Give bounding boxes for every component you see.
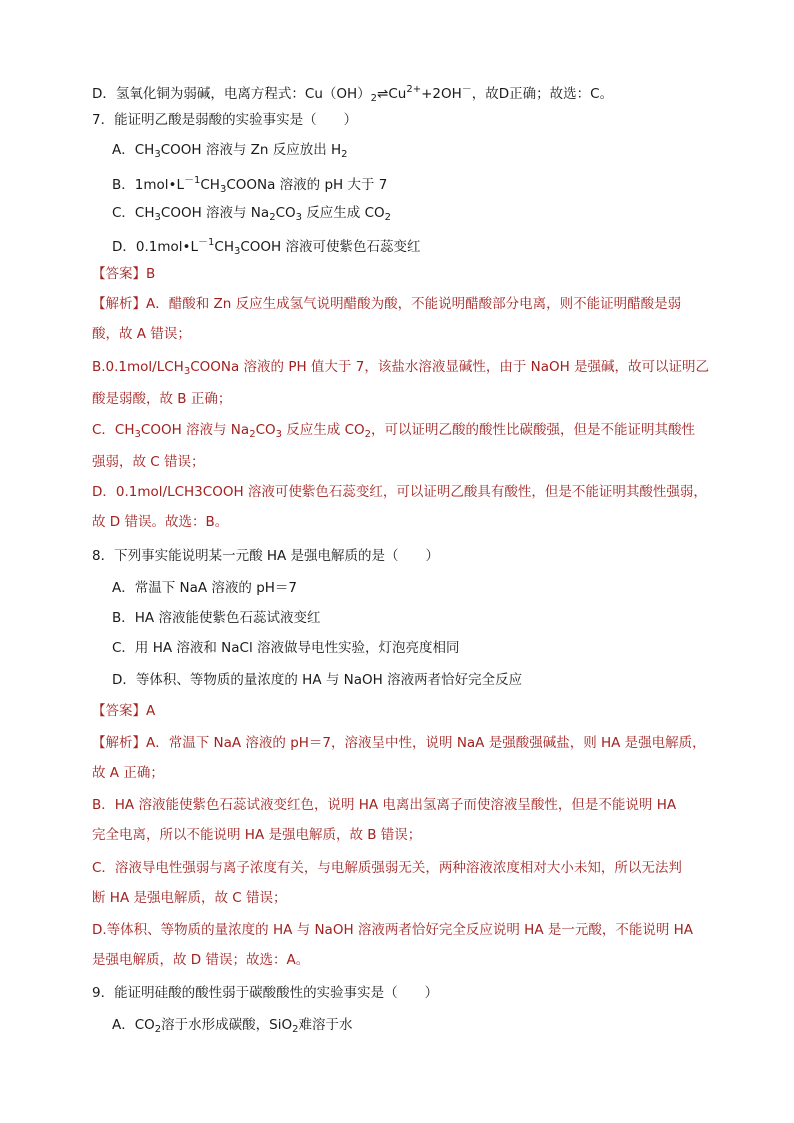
text-segment: B.0.1mol/LCH (92, 359, 184, 375)
text-segment: 难溶于水 (298, 1017, 353, 1033)
text-segment: D．0.1mol/LCH3COOH 溶液可使紫色石蕊变红，可以证明乙酸具有酸性，但是不能证明其酸性强弱， (92, 484, 707, 500)
text-segment: A．CH (112, 142, 155, 158)
q7-answer (92, 264, 155, 284)
text-segment: 7．能证明乙酸是弱酸的实验事实是（ ） (92, 112, 358, 128)
q7-analysis-d-cont (92, 512, 228, 532)
q7-option-b (112, 171, 387, 200)
q8-option-a (112, 578, 297, 598)
text-segment: COOH 溶液可使紫色石蕊变红 (240, 239, 421, 255)
q7-option-a (112, 140, 348, 165)
text-segment: COOH 溶液与 Zn 反应放出 H (160, 142, 342, 158)
text-segment: 反应生成 CO (302, 205, 385, 221)
text-segment: 2 (154, 1024, 162, 1035)
text-segment: 2+ (406, 84, 422, 95)
q8-option-b (112, 608, 320, 628)
text-segment: － (461, 84, 472, 95)
text-segment: 故 D 错误。故选：B。 (92, 514, 229, 530)
text-segment: 3 (183, 366, 191, 377)
q8-answer (92, 701, 155, 721)
text-segment: A．CO (112, 1017, 155, 1033)
text-segment: B．HA 溶液能使紫色石蕊试液变红色，说明 HA 电离出氢离子而使溶液呈酸性，但是不能说明 HA (92, 797, 677, 813)
q7-analysis-a-cont (92, 324, 191, 344)
text-segment: 酸是弱酸，故 B 正确； (92, 391, 232, 407)
option-d-line (92, 80, 613, 109)
text-segment: 2 (364, 429, 372, 440)
text-segment: 3 (233, 246, 241, 257)
text-segment: －1 (184, 175, 201, 186)
text-segment: 是强电解质，故 D 错误；故选：A。 (92, 952, 310, 968)
text-segment: ⇌Cu (377, 86, 407, 102)
text-segment: 溶于水形成碳酸，SiO (161, 1017, 293, 1033)
text-segment: 【解析】A．醋酸和 Zn 反应生成氢气说明醋酸为酸，不能说明醋酸部分电离，则不能证明醋酸是弱 (92, 296, 682, 312)
text-segment: +2OH (421, 86, 462, 102)
text-segment: 酸，故 A 错误； (92, 326, 191, 342)
text-segment: CO (255, 422, 276, 438)
text-segment: 【答案】A (92, 703, 156, 719)
text-segment: C．溶液导电性强弱与离子浓度有关，与电解质强弱无关，两种溶液浓度相对大小未知，所以无法判 (92, 860, 682, 876)
q8-analysis-b-cont (92, 825, 421, 845)
q7-analysis-b-cont (92, 389, 231, 409)
text-segment: 2 (370, 93, 378, 104)
text-segment: 【答案】B (92, 266, 156, 282)
text-segment: B．1mol•L (112, 177, 184, 193)
text-segment: CH (200, 177, 220, 193)
q8-analysis-c (92, 858, 682, 878)
text-segment: 9．能证明硅酸的酸性弱于碳酸酸性的实验事实是（ ） (92, 985, 439, 1001)
text-segment: 3 (154, 212, 161, 223)
question-9 (92, 983, 438, 1003)
q7-analysis-d (92, 482, 707, 502)
question-7 (92, 110, 357, 130)
text-segment: A．常温下 NaA 溶液的 pH＝7 (112, 580, 298, 596)
text-segment: 2 (341, 149, 348, 160)
text-segment: 断 HA 是强电解质，故 C 错误； (92, 890, 287, 906)
text-segment: CO (275, 205, 296, 221)
q9-option-a (112, 1015, 353, 1040)
text-segment: COONa 溶液的 pH 大于 7 (226, 177, 388, 193)
q7-option-d (112, 233, 420, 262)
text-segment: 【解析】A．常温下 NaA 溶液的 pH＝7，溶液呈中性，说明 NaA 是强酸强碱盐，则 HA 是强电解质， (92, 735, 706, 751)
text-segment: D．等体积、等物质的量浓度的 HA 与 NaOH 溶液两者恰好完全反应 (112, 672, 523, 688)
text-segment: B．HA 溶液能使紫色石蕊试液变红 (112, 610, 321, 626)
text-segment: C．CH (112, 205, 155, 221)
q7-analysis-a (92, 294, 681, 314)
text-segment: －1 (198, 237, 215, 248)
text-segment: 2 (292, 1024, 299, 1035)
text-segment: COOH 溶液与 Na (140, 422, 250, 438)
q8-option-c (112, 638, 460, 658)
q8-analysis-c-cont (92, 888, 286, 908)
text-segment: CH (214, 239, 234, 255)
q7-analysis-c-cont (92, 452, 205, 472)
text-segment: 反应生成 CO (282, 422, 365, 438)
q8-analysis-a-cont (92, 763, 164, 783)
q8-analysis-d (92, 920, 693, 940)
q7-analysis-b (92, 357, 709, 382)
text-segment: C．用 HA 溶液和 NaCl 溶液做导电性实验，灯泡亮度相同 (112, 640, 460, 656)
text-segment: 完全电离，所以不能说明 HA 是强电解质，故 B 错误； (92, 827, 422, 843)
text-segment: 3 (154, 149, 161, 160)
q7-analysis-c (92, 420, 695, 445)
q8-analysis-d-cont (92, 950, 309, 970)
text-segment: D.等体积、等物质的量浓度的 HA 与 NaOH 溶液两者恰好完全反应说明 HA 是一元酸，不能说明 HA (92, 922, 694, 938)
text-segment: 3 (134, 429, 141, 440)
text-segment: 2 (249, 429, 256, 440)
text-segment: ，可以证明乙酸的酸性比碳酸强，但是不能证明其酸性 (371, 422, 696, 438)
text-segment: 8．下列事实能说明某一元酸 HA 是强电解质的是（ ） (92, 548, 440, 564)
text-segment: 3 (295, 212, 302, 223)
question-8 (92, 546, 439, 566)
q8-analysis-b (92, 795, 676, 815)
q8-option-d (112, 670, 522, 690)
text-segment: 3 (219, 184, 227, 195)
text-segment: 故 A 正确； (92, 765, 164, 781)
text-segment: 强弱，故 C 错误； (92, 454, 205, 470)
text-segment: ，故D正确；故选：C。 (471, 86, 614, 102)
q7-option-c (112, 203, 391, 228)
text-segment: 2 (269, 212, 276, 223)
text-segment: 2 (384, 212, 392, 223)
text-segment: COOH 溶液与 Na (160, 205, 270, 221)
q8-analysis-a (92, 733, 706, 753)
text-segment: D．氢氧化铜为弱碱，电离方程式：Cu（OH） (92, 86, 371, 102)
text-segment: D．0.1mol•L (112, 239, 199, 255)
text-segment: COONa 溶液的 PH 值大于 7，该盐水溶液显碱性，由于 NaOH 是强碱，故可以证明乙 (190, 359, 710, 375)
text-segment: 3 (275, 429, 282, 440)
text-segment: C．CH (92, 422, 135, 438)
